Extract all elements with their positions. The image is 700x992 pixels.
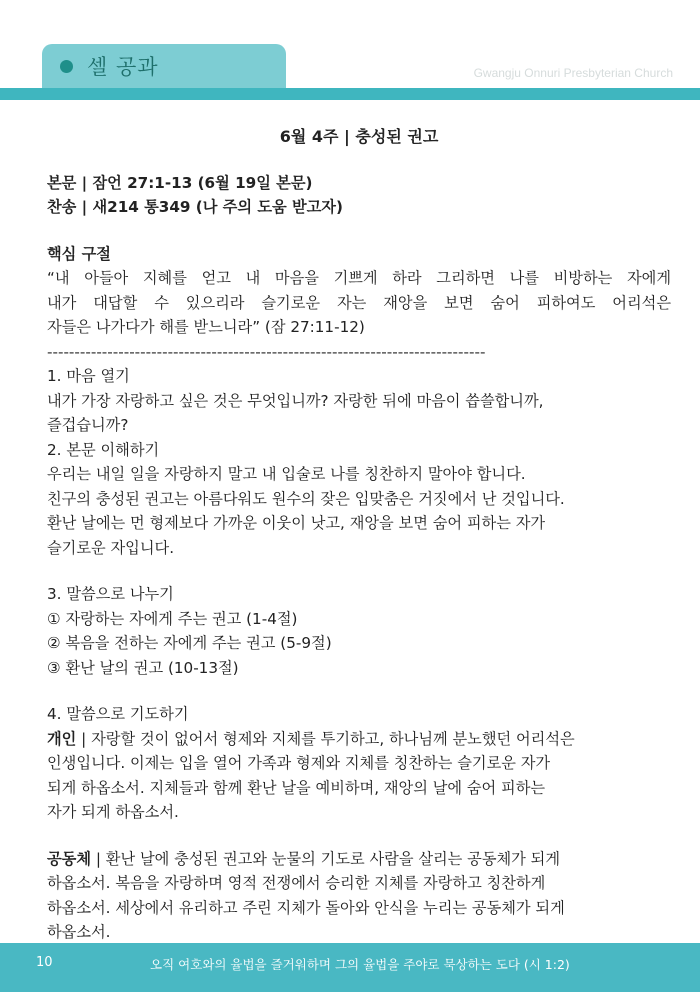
key-verse-line: “내 아들아 지혜를 얻고 내 마음을 기쁘게 하라 그리하면 나를 비방하는 자에게 — [47, 269, 671, 287]
church-name: Gwangju Onnuri Presbyterian Church — [473, 66, 673, 80]
hymn: 찬송 | 새214 통349 (나 주의 도움 받고자) — [47, 198, 343, 216]
list-item: ③ 환난 날의 권고 (10-13절) — [47, 658, 239, 677]
footer-verse: 오직 여호와의 율법을 즐거워하며 그의 율법을 주야로 묵상하는 도다 (시 1:2) — [150, 957, 570, 972]
passage: 본문 | 잠언 27:1-13 (6월 19일 본문) — [47, 173, 313, 192]
prayer-personal-line — [47, 727, 671, 752]
body-line: 우리는 내일 일을 자랑하지 말고 내 입술로 나를 칭찬하지 말아야 합니다. — [47, 465, 526, 483]
bullet-dot-icon — [60, 60, 73, 73]
prayer-label: 개인 — [47, 729, 77, 748]
prayer-community-line — [47, 847, 671, 872]
prayer-text: | 환난 날에 충성된 권고와 눈물의 기도로 사람을 살리는 공동체가 되게 — [91, 849, 561, 868]
body-line: 하옵소서. 세상에서 유리하고 주린 지체가 돌아와 안식을 누리는 공동체가 되게 — [47, 898, 565, 917]
page-number: 10 — [36, 955, 53, 970]
list-item: ① 자랑하는 자에게 주는 권고 (1-4절) — [47, 609, 298, 628]
list-item: ② 복음을 전하는 자에게 주는 권고 (5-9절) — [47, 634, 332, 652]
body-line: 친구의 충성된 권고는 아름다워도 원수의 잦은 입맞춤은 거짓에서 난 것입니다. — [47, 489, 565, 508]
body-line: 인생입니다. 이제는 입을 열어 가족과 형제와 지체를 칭찬하는 슬기로운 자가 — [47, 754, 551, 772]
header-band — [0, 88, 700, 100]
key-verse-line: 내가 대답할 수 있으리라 슬기로운 자는 재앙을 보면 숨어 피하여도 어리석은 — [47, 293, 671, 312]
body-line: 하옵소서. — [47, 923, 111, 941]
body-line: 내가 가장 자랑하고 싶은 것은 무엇입니까? 자랑한 뒤에 마음이 씁쓸합니까, — [47, 391, 544, 410]
body-line: 되게 하옵소서. 지체들과 함께 환난 날을 예비하며, 재앙의 날에 숨어 피하는 — [47, 778, 546, 797]
prayer-text: | 자랑할 것이 없어서 형제와 지체를 투기하고, 하나님께 분노했던 어리석은 — [76, 729, 575, 748]
section-heading: 2. 본문 이해하기 — [47, 440, 160, 459]
body-line: 즐겁습니까? — [47, 416, 129, 434]
body-line: 하옵소서. 복음을 자랑하며 영적 전쟁에서 승리한 지체를 자랑하고 칭찬하게 — [47, 874, 546, 892]
spacer — [47, 560, 671, 582]
section-title: 셀 공과 — [87, 55, 159, 79]
section-tab — [42, 44, 286, 88]
section-heading: 4. 말씀으로 기도하기 — [47, 705, 189, 723]
spacer — [47, 825, 671, 847]
body-line: 자가 되게 하옵소서. — [47, 803, 179, 821]
key-verse-heading: 핵심 구절 — [47, 244, 111, 263]
section-heading: 1. 마음 열기 — [47, 367, 130, 385]
body-line: 슬기로운 자입니다. — [47, 538, 175, 557]
spacer — [47, 220, 671, 242]
content — [47, 125, 671, 945]
section-heading: 3. 말씀으로 나누기 — [47, 585, 174, 603]
key-verse-line: 자들은 나가다가 해를 받느니라” (잠 27:11-12) — [47, 318, 365, 336]
footer — [0, 943, 700, 992]
page-title: 6월 4주 | 충성된 권고 — [279, 127, 439, 146]
prayer-label: 공동체 — [47, 849, 92, 868]
spacer — [47, 680, 671, 702]
body-line: 환난 날에는 먼 형제보다 가까운 이웃이 낫고, 재앙을 보면 숨어 피하는 자가 — [47, 514, 546, 532]
separator: -------------------------------------------------------------------------------- — [47, 342, 486, 361]
